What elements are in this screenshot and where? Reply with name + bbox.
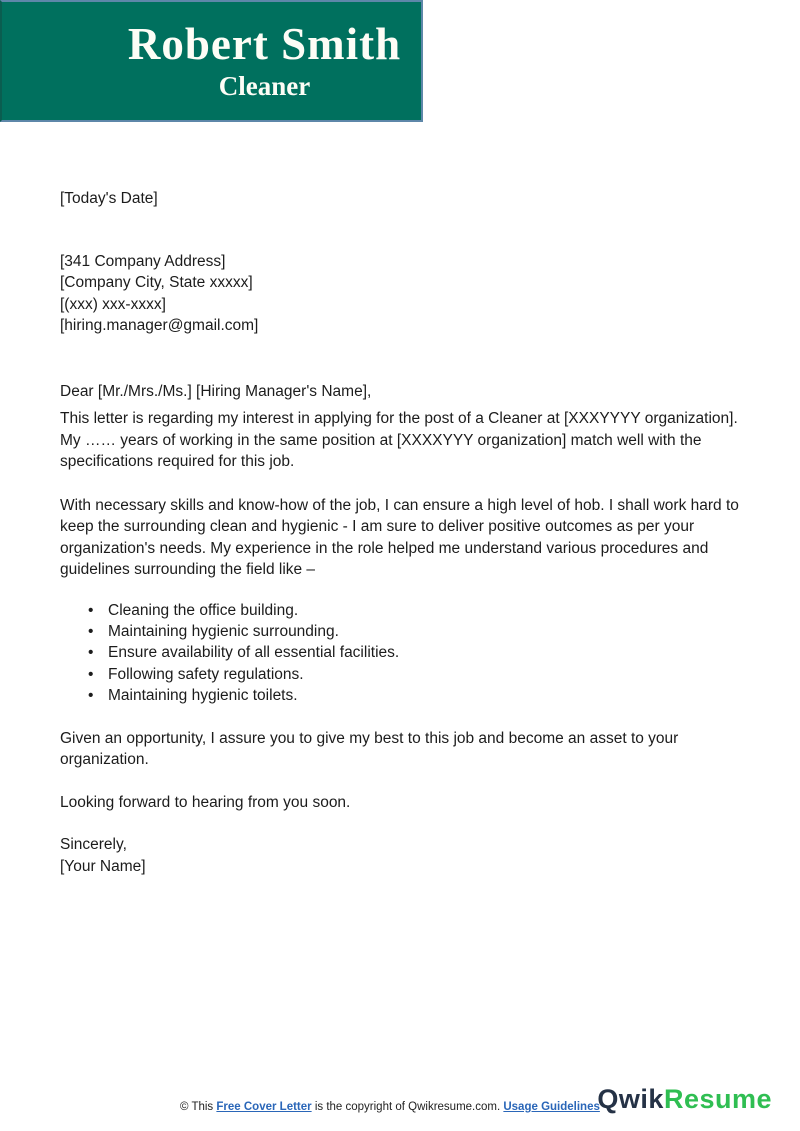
paragraph-skills: With necessary skills and know-how of the job, I can ensure a high level of hob. I shall work hard to keep the surrounding clean and hygienic - I am sure to deliver positive outcomes as per your organization's needs. My experience in the role helped me understand various procedures and guidelines surrounding the field like – <box>60 496 739 578</box>
list-item <box>60 642 758 663</box>
address-line-city-state: [Company City, State xxxxx] <box>60 274 253 291</box>
signature-placeholder: [Your Name] <box>60 857 146 875</box>
candidate-name: Robert Smith <box>127 18 402 69</box>
signoff-block <box>60 834 758 877</box>
logo-text-resume: Resume <box>663 1084 772 1114</box>
list-item <box>60 685 758 706</box>
list-item-text: Cleaning the office building. <box>108 601 299 619</box>
date-placeholder: [Today's Date] <box>60 190 158 207</box>
copyright-prefix: © This <box>180 1101 217 1113</box>
list-item <box>60 600 758 621</box>
paragraph-looking-forward: Looking forward to hearing from you soon. <box>60 793 351 811</box>
address-line-email: [hiring.manager@gmail.com] <box>60 317 259 334</box>
signoff: Sincerely, <box>60 836 127 854</box>
bullet-icon: • <box>88 622 94 640</box>
company-address-block <box>60 251 758 337</box>
list-item <box>60 621 758 642</box>
bullet-icon: • <box>88 601 94 619</box>
list-item-text: Ensure availability of all essential facilities. <box>108 644 400 662</box>
copyright-middle: is the copyright of Qwikresume.com. <box>311 1101 504 1113</box>
footer-copyright <box>180 1101 600 1113</box>
usage-guidelines-link[interactable]: Usage Guidelines <box>503 1101 600 1113</box>
duties-bullet-list <box>60 600 758 707</box>
letter-body <box>60 0 758 877</box>
salutation: Dear [Mr./Mrs./Ms.] [Hiring Manager's Name], <box>60 382 372 400</box>
logo-text-qwik: Qwik <box>597 1084 664 1114</box>
qwikresume-logo <box>597 1084 772 1115</box>
bullet-icon: • <box>88 687 94 705</box>
list-item-text: Following safety regulations. <box>108 665 304 683</box>
list-item <box>60 664 758 685</box>
address-line-street: [341 Company Address] <box>60 252 226 270</box>
free-cover-letter-link[interactable]: Free Cover Letter <box>216 1101 312 1113</box>
address-line-phone: [(xxx) xxx-xxxx] <box>60 295 166 313</box>
candidate-role: Cleaner <box>218 71 311 102</box>
bullet-icon: • <box>88 665 94 683</box>
bullet-icon: • <box>88 644 94 662</box>
paragraph-intro: This letter is regarding my interest in applying for the post of a Cleaner at [XXXYYYY organization]. My …… years of working in the same position at [XXXXYYY organization] match well with the specifications required for this job. <box>60 410 738 470</box>
list-item-text: Maintaining hygienic surrounding. <box>108 622 339 640</box>
paragraph-closing: Given an opportunity, I assure you to give my best to this job and become an asset to your organization. <box>60 729 679 769</box>
list-item-text: Maintaining hygienic toilets. <box>108 687 298 705</box>
